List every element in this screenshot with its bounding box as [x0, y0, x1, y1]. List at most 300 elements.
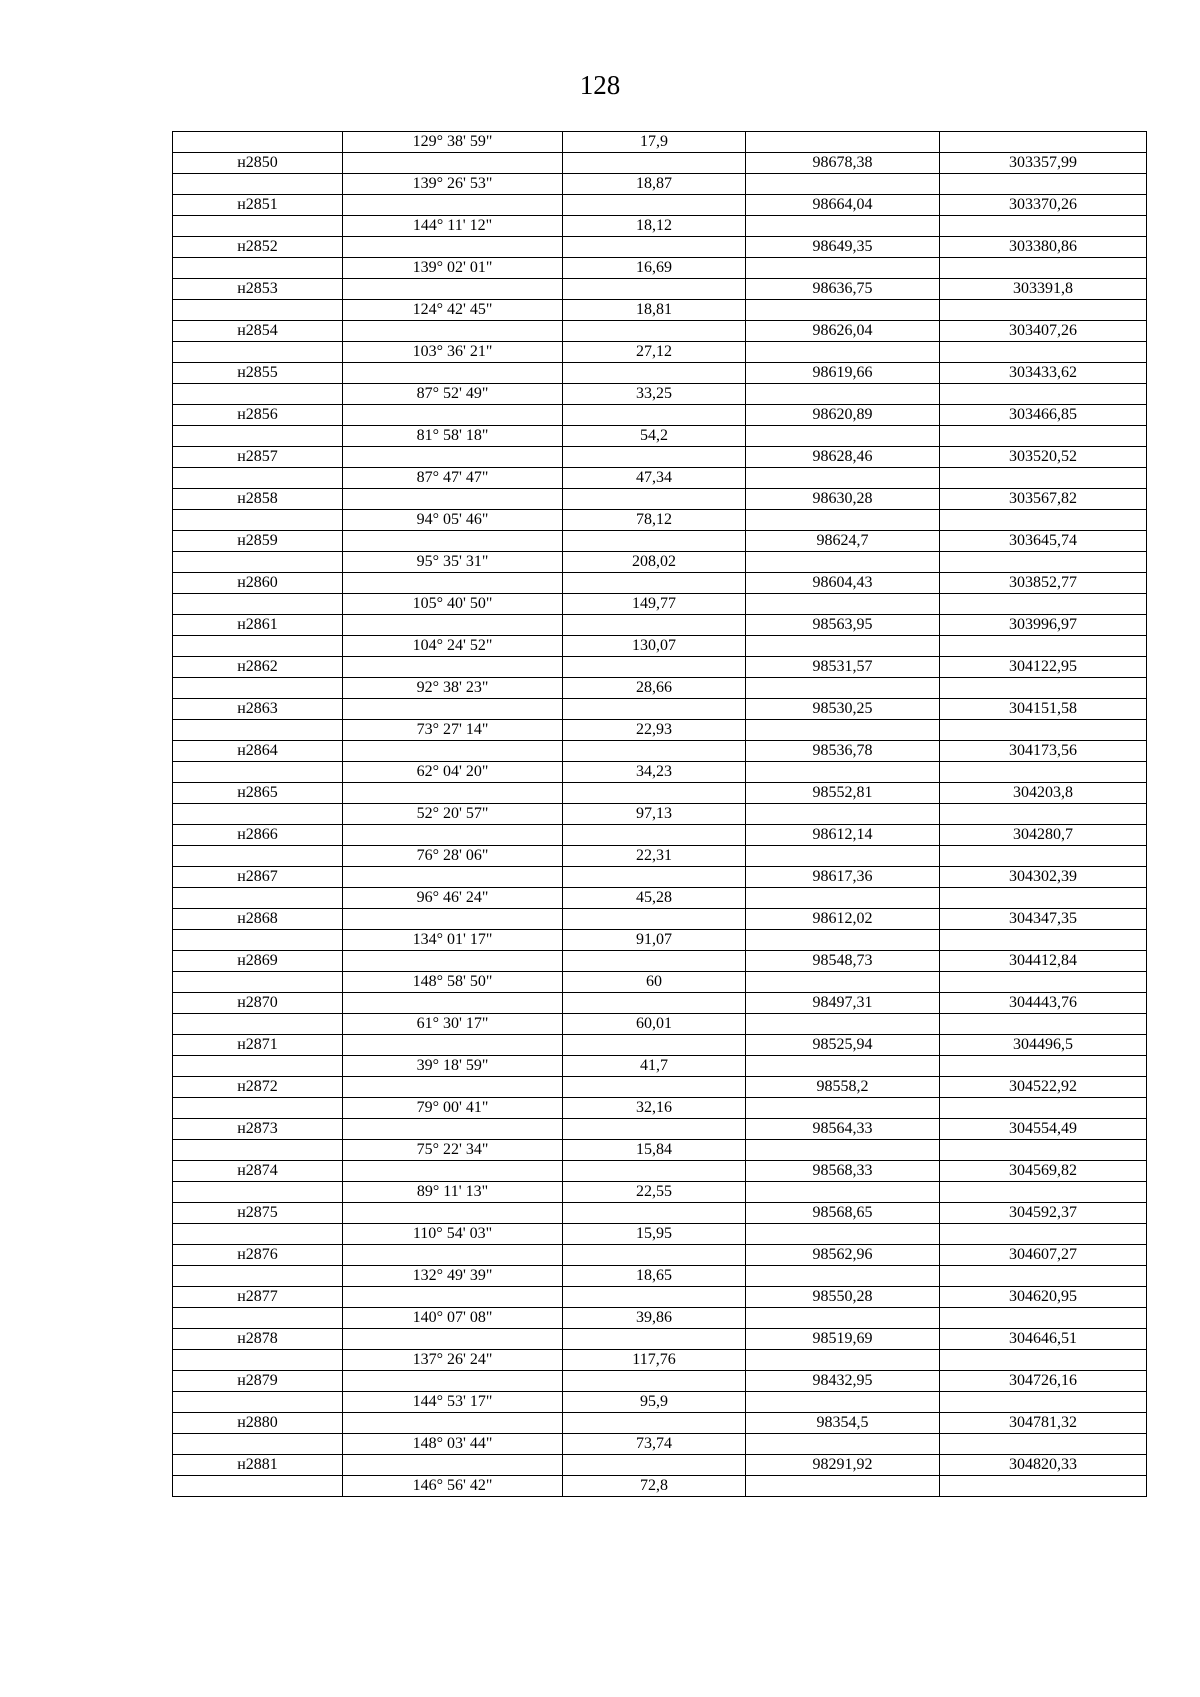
point-name-cell: н2865: [173, 783, 343, 804]
point-name-cell: [173, 930, 343, 951]
table-row: [173, 384, 1147, 405]
distance-cell: 47,34: [563, 468, 746, 489]
point-name-cell: н2875: [173, 1203, 343, 1224]
bearing-cell: [343, 825, 563, 846]
y-coordinate-cell: 304496,5: [940, 1035, 1147, 1056]
bearing-cell: 137° 26' 24": [343, 1350, 563, 1371]
table-row: [173, 762, 1147, 783]
bearing-cell: [343, 657, 563, 678]
distance-cell: [563, 489, 746, 510]
bearing-cell: 52° 20' 57": [343, 804, 563, 825]
distance-cell: [563, 321, 746, 342]
bearing-cell: 129° 38' 59": [343, 132, 563, 153]
page-number: 128: [579, 70, 621, 100]
y-coordinate-cell: [940, 720, 1147, 741]
point-name-cell: н2866: [173, 825, 343, 846]
x-coordinate-cell: 98354,5: [746, 1413, 940, 1434]
table-row: [173, 216, 1147, 237]
x-coordinate-cell: 98558,2: [746, 1077, 940, 1098]
table-row: [173, 909, 1147, 930]
x-coordinate-cell: 98550,28: [746, 1287, 940, 1308]
point-name-cell: [173, 1350, 343, 1371]
y-coordinate-cell: 304726,16: [940, 1371, 1147, 1392]
bearing-cell: [343, 237, 563, 258]
x-coordinate-cell: 98664,04: [746, 195, 940, 216]
y-coordinate-cell: 304173,56: [940, 741, 1147, 762]
distance-cell: 72,8: [563, 1476, 746, 1497]
x-coordinate-cell: [746, 1266, 940, 1287]
x-coordinate-cell: 98630,28: [746, 489, 940, 510]
x-coordinate-cell: [746, 1308, 940, 1329]
point-name-cell: [173, 846, 343, 867]
point-name-cell: [173, 510, 343, 531]
x-coordinate-cell: [746, 552, 940, 573]
bearing-cell: [343, 867, 563, 888]
distance-cell: 34,23: [563, 762, 746, 783]
x-coordinate-cell: [746, 468, 940, 489]
y-coordinate-cell: 304151,58: [940, 699, 1147, 720]
point-name-cell: н2879: [173, 1371, 343, 1392]
distance-cell: [563, 405, 746, 426]
y-coordinate-cell: 304280,7: [940, 825, 1147, 846]
y-coordinate-cell: 303391,8: [940, 279, 1147, 300]
bearing-cell: [343, 951, 563, 972]
x-coordinate-cell: [746, 678, 940, 699]
x-coordinate-cell: 98552,81: [746, 783, 940, 804]
distance-cell: 73,74: [563, 1434, 746, 1455]
bearing-cell: 62° 04' 20": [343, 762, 563, 783]
x-coordinate-cell: 98525,94: [746, 1035, 940, 1056]
x-coordinate-cell: [746, 930, 940, 951]
x-coordinate-cell: [746, 1056, 940, 1077]
x-coordinate-cell: [746, 510, 940, 531]
table-row: [173, 741, 1147, 762]
table-row: [173, 1182, 1147, 1203]
bearing-cell: [343, 195, 563, 216]
point-name-cell: [173, 1056, 343, 1077]
bearing-cell: 105° 40' 50": [343, 594, 563, 615]
bearing-cell: [343, 1413, 563, 1434]
bearing-cell: [343, 741, 563, 762]
bearing-cell: [343, 363, 563, 384]
distance-cell: [563, 909, 746, 930]
point-name-cell: [173, 384, 343, 405]
y-coordinate-cell: 304203,8: [940, 783, 1147, 804]
x-coordinate-cell: [746, 216, 940, 237]
y-coordinate-cell: 303357,99: [940, 153, 1147, 174]
y-coordinate-cell: [940, 468, 1147, 489]
y-coordinate-cell: [940, 804, 1147, 825]
distance-cell: 95,9: [563, 1392, 746, 1413]
point-name-cell: н2861: [173, 615, 343, 636]
x-coordinate-cell: [746, 1350, 940, 1371]
point-name-cell: [173, 174, 343, 195]
y-coordinate-cell: [940, 1434, 1147, 1455]
table-row: [173, 573, 1147, 594]
bearing-cell: [343, 1203, 563, 1224]
point-name-cell: [173, 1266, 343, 1287]
y-coordinate-cell: 303407,26: [940, 321, 1147, 342]
bearing-cell: [343, 1161, 563, 1182]
point-name-cell: н2876: [173, 1245, 343, 1266]
y-coordinate-cell: 304607,27: [940, 1245, 1147, 1266]
y-coordinate-cell: 304347,35: [940, 909, 1147, 930]
table-row: [173, 258, 1147, 279]
table-row: [173, 237, 1147, 258]
table-row: [173, 153, 1147, 174]
point-name-cell: н2878: [173, 1329, 343, 1350]
distance-cell: 27,12: [563, 342, 746, 363]
x-coordinate-cell: [746, 1140, 940, 1161]
table-row: [173, 804, 1147, 825]
point-name-cell: н2869: [173, 951, 343, 972]
x-coordinate-cell: 98649,35: [746, 237, 940, 258]
x-coordinate-cell: 98562,96: [746, 1245, 940, 1266]
table-row: [173, 195, 1147, 216]
y-coordinate-cell: 304412,84: [940, 951, 1147, 972]
x-coordinate-cell: [746, 174, 940, 195]
x-coordinate-cell: 98636,75: [746, 279, 940, 300]
distance-cell: 117,76: [563, 1350, 746, 1371]
bearing-cell: 139° 02' 01": [343, 258, 563, 279]
point-name-cell: [173, 720, 343, 741]
point-name-cell: [173, 468, 343, 489]
point-name-cell: н2873: [173, 1119, 343, 1140]
distance-cell: 15,95: [563, 1224, 746, 1245]
table-row: [173, 174, 1147, 195]
y-coordinate-cell: 304592,37: [940, 1203, 1147, 1224]
point-name-cell: [173, 300, 343, 321]
point-name-cell: [173, 1434, 343, 1455]
table-row: [173, 1203, 1147, 1224]
table-row: [173, 1161, 1147, 1182]
table-row: [173, 1224, 1147, 1245]
bearing-cell: [343, 1077, 563, 1098]
x-coordinate-cell: 98432,95: [746, 1371, 940, 1392]
x-coordinate-cell: [746, 636, 940, 657]
distance-cell: [563, 363, 746, 384]
point-name-cell: н2863: [173, 699, 343, 720]
y-coordinate-cell: [940, 930, 1147, 951]
bearing-cell: [343, 489, 563, 510]
x-coordinate-cell: 98628,46: [746, 447, 940, 468]
bearing-cell: 75° 22' 34": [343, 1140, 563, 1161]
table-row: [173, 489, 1147, 510]
y-coordinate-cell: [940, 846, 1147, 867]
point-name-cell: [173, 972, 343, 993]
bearing-cell: [343, 993, 563, 1014]
bearing-cell: 132° 49' 39": [343, 1266, 563, 1287]
distance-cell: [563, 1119, 746, 1140]
x-coordinate-cell: 98678,38: [746, 153, 940, 174]
distance-cell: 130,07: [563, 636, 746, 657]
table-row: [173, 951, 1147, 972]
point-name-cell: [173, 216, 343, 237]
distance-cell: 18,81: [563, 300, 746, 321]
distance-cell: 78,12: [563, 510, 746, 531]
x-coordinate-cell: [746, 1098, 940, 1119]
bearing-cell: [343, 699, 563, 720]
bearing-cell: 148° 03' 44": [343, 1434, 563, 1455]
bearing-cell: [343, 1371, 563, 1392]
bearing-cell: 94° 05' 46": [343, 510, 563, 531]
table-row: [173, 615, 1147, 636]
table-row: [173, 405, 1147, 426]
bearing-cell: [343, 615, 563, 636]
y-coordinate-cell: 303370,26: [940, 195, 1147, 216]
distance-cell: [563, 153, 746, 174]
bearing-cell: 89° 11' 13": [343, 1182, 563, 1203]
distance-cell: 60,01: [563, 1014, 746, 1035]
distance-cell: [563, 1077, 746, 1098]
table-row: [173, 993, 1147, 1014]
point-name-cell: н2868: [173, 909, 343, 930]
y-coordinate-cell: [940, 888, 1147, 909]
bearing-cell: [343, 279, 563, 300]
point-name-cell: н2872: [173, 1077, 343, 1098]
y-coordinate-cell: 304569,82: [940, 1161, 1147, 1182]
y-coordinate-cell: 303645,74: [940, 531, 1147, 552]
bearing-cell: 104° 24' 52": [343, 636, 563, 657]
bearing-cell: [343, 783, 563, 804]
distance-cell: 18,12: [563, 216, 746, 237]
x-coordinate-cell: 98568,65: [746, 1203, 940, 1224]
distance-cell: [563, 279, 746, 300]
bearing-cell: 76° 28' 06": [343, 846, 563, 867]
point-name-cell: [173, 1014, 343, 1035]
table-row: [173, 1287, 1147, 1308]
x-coordinate-cell: [746, 804, 940, 825]
table-row: [173, 342, 1147, 363]
y-coordinate-cell: 304820,33: [940, 1455, 1147, 1476]
bearing-cell: [343, 1287, 563, 1308]
table-row: [173, 1014, 1147, 1035]
y-coordinate-cell: 303433,62: [940, 363, 1147, 384]
table-row: [173, 1140, 1147, 1161]
point-name-cell: [173, 426, 343, 447]
y-coordinate-cell: [940, 174, 1147, 195]
point-name-cell: н2853: [173, 279, 343, 300]
table-row: [173, 1245, 1147, 1266]
bearing-cell: [343, 1119, 563, 1140]
point-name-cell: н2856: [173, 405, 343, 426]
point-name-cell: [173, 1140, 343, 1161]
bearing-cell: [343, 1455, 563, 1476]
bearing-cell: 79° 00' 41": [343, 1098, 563, 1119]
y-coordinate-cell: 304781,32: [940, 1413, 1147, 1434]
x-coordinate-cell: [746, 132, 940, 153]
table-row: [173, 1476, 1147, 1497]
table-row: [173, 1371, 1147, 1392]
x-coordinate-cell: [746, 384, 940, 405]
y-coordinate-cell: 303466,85: [940, 405, 1147, 426]
distance-cell: 18,87: [563, 174, 746, 195]
x-coordinate-cell: [746, 1392, 940, 1413]
distance-cell: [563, 1287, 746, 1308]
y-coordinate-cell: [940, 552, 1147, 573]
bearing-cell: [343, 153, 563, 174]
table-row: [173, 321, 1147, 342]
distance-cell: 22,55: [563, 1182, 746, 1203]
y-coordinate-cell: [940, 300, 1147, 321]
distance-cell: [563, 1413, 746, 1434]
table-row: [173, 510, 1147, 531]
table-row: [173, 300, 1147, 321]
table-row: [173, 720, 1147, 741]
table-row: [173, 1056, 1147, 1077]
x-coordinate-cell: [746, 972, 940, 993]
y-coordinate-cell: 303380,86: [940, 237, 1147, 258]
y-coordinate-cell: [940, 1224, 1147, 1245]
point-name-cell: н2859: [173, 531, 343, 552]
x-coordinate-cell: 98604,43: [746, 573, 940, 594]
distance-cell: [563, 1455, 746, 1476]
x-coordinate-cell: 98531,57: [746, 657, 940, 678]
bearing-cell: 73° 27' 14": [343, 720, 563, 741]
table-row: [173, 657, 1147, 678]
bearing-cell: [343, 1035, 563, 1056]
table-row: [173, 636, 1147, 657]
y-coordinate-cell: [940, 1308, 1147, 1329]
x-coordinate-cell: 98563,95: [746, 615, 940, 636]
distance-cell: 91,07: [563, 930, 746, 951]
x-coordinate-cell: 98612,14: [746, 825, 940, 846]
y-coordinate-cell: [940, 636, 1147, 657]
x-coordinate-cell: 98497,31: [746, 993, 940, 1014]
bearing-cell: [343, 531, 563, 552]
table-row: [173, 1035, 1147, 1056]
coordinates-table-body: [173, 132, 1147, 1497]
point-name-cell: [173, 1224, 343, 1245]
distance-cell: [563, 615, 746, 636]
y-coordinate-cell: [940, 258, 1147, 279]
table-row: [173, 1308, 1147, 1329]
y-coordinate-cell: [940, 972, 1147, 993]
bearing-cell: [343, 447, 563, 468]
distance-cell: [563, 741, 746, 762]
point-name-cell: н2880: [173, 1413, 343, 1434]
x-coordinate-cell: 98619,66: [746, 363, 940, 384]
point-name-cell: [173, 1098, 343, 1119]
bearing-cell: 95° 35' 31": [343, 552, 563, 573]
bearing-cell: 110° 54' 03": [343, 1224, 563, 1245]
bearing-cell: [343, 573, 563, 594]
point-name-cell: н2852: [173, 237, 343, 258]
point-name-cell: [173, 678, 343, 699]
bearing-cell: 103° 36' 21": [343, 342, 563, 363]
x-coordinate-cell: [746, 258, 940, 279]
distance-cell: 41,7: [563, 1056, 746, 1077]
bearing-cell: [343, 909, 563, 930]
table-row: [173, 930, 1147, 951]
table-row: [173, 531, 1147, 552]
table-row: [173, 1413, 1147, 1434]
point-name-cell: [173, 552, 343, 573]
table-row: [173, 468, 1147, 489]
point-name-cell: н2864: [173, 741, 343, 762]
y-coordinate-cell: 304302,39: [940, 867, 1147, 888]
distance-cell: [563, 1203, 746, 1224]
point-name-cell: [173, 1476, 343, 1497]
bearing-cell: [343, 321, 563, 342]
distance-cell: 18,65: [563, 1266, 746, 1287]
y-coordinate-cell: [940, 678, 1147, 699]
table-row: [173, 972, 1147, 993]
distance-cell: [563, 657, 746, 678]
y-coordinate-cell: [940, 1392, 1147, 1413]
bearing-cell: [343, 1329, 563, 1350]
table-row: [173, 552, 1147, 573]
distance-cell: 97,13: [563, 804, 746, 825]
bearing-cell: 146° 56' 42": [343, 1476, 563, 1497]
y-coordinate-cell: [940, 1056, 1147, 1077]
bearing-cell: 96° 46' 24": [343, 888, 563, 909]
y-coordinate-cell: 304620,95: [940, 1287, 1147, 1308]
distance-cell: [563, 1245, 746, 1266]
y-coordinate-cell: 304522,92: [940, 1077, 1147, 1098]
bearing-cell: 144° 11' 12": [343, 216, 563, 237]
distance-cell: [563, 783, 746, 804]
y-coordinate-cell: [940, 1140, 1147, 1161]
y-coordinate-cell: 304443,76: [940, 993, 1147, 1014]
distance-cell: [563, 573, 746, 594]
distance-cell: [563, 1161, 746, 1182]
distance-cell: 16,69: [563, 258, 746, 279]
bearing-cell: 148° 58' 50": [343, 972, 563, 993]
x-coordinate-cell: [746, 1182, 940, 1203]
table-row: [173, 132, 1147, 153]
x-coordinate-cell: [746, 300, 940, 321]
point-name-cell: н2860: [173, 573, 343, 594]
point-name-cell: н2871: [173, 1035, 343, 1056]
bearing-cell: [343, 1245, 563, 1266]
table-row: [173, 1329, 1147, 1350]
x-coordinate-cell: [746, 426, 940, 447]
x-coordinate-cell: [746, 720, 940, 741]
distance-cell: 33,25: [563, 384, 746, 405]
x-coordinate-cell: [746, 1476, 940, 1497]
x-coordinate-cell: 98564,33: [746, 1119, 940, 1140]
distance-cell: 17,9: [563, 132, 746, 153]
distance-cell: 39,86: [563, 1308, 746, 1329]
distance-cell: [563, 1035, 746, 1056]
point-name-cell: [173, 762, 343, 783]
distance-cell: 28,66: [563, 678, 746, 699]
x-coordinate-cell: [746, 846, 940, 867]
point-name-cell: н2862: [173, 657, 343, 678]
table-row: [173, 825, 1147, 846]
bearing-cell: 81° 58' 18": [343, 426, 563, 447]
table-row: [173, 1077, 1147, 1098]
y-coordinate-cell: [940, 426, 1147, 447]
point-name-cell: н2877: [173, 1287, 343, 1308]
x-coordinate-cell: [746, 1014, 940, 1035]
point-name-cell: [173, 1392, 343, 1413]
y-coordinate-cell: 303996,97: [940, 615, 1147, 636]
distance-cell: 15,84: [563, 1140, 746, 1161]
point-name-cell: [173, 1182, 343, 1203]
point-name-cell: [173, 258, 343, 279]
x-coordinate-cell: [746, 1434, 940, 1455]
distance-cell: [563, 447, 746, 468]
table-row: [173, 426, 1147, 447]
distance-cell: 22,31: [563, 846, 746, 867]
distance-cell: 32,16: [563, 1098, 746, 1119]
x-coordinate-cell: [746, 888, 940, 909]
y-coordinate-cell: [940, 510, 1147, 531]
point-name-cell: н2858: [173, 489, 343, 510]
y-coordinate-cell: 303567,82: [940, 489, 1147, 510]
